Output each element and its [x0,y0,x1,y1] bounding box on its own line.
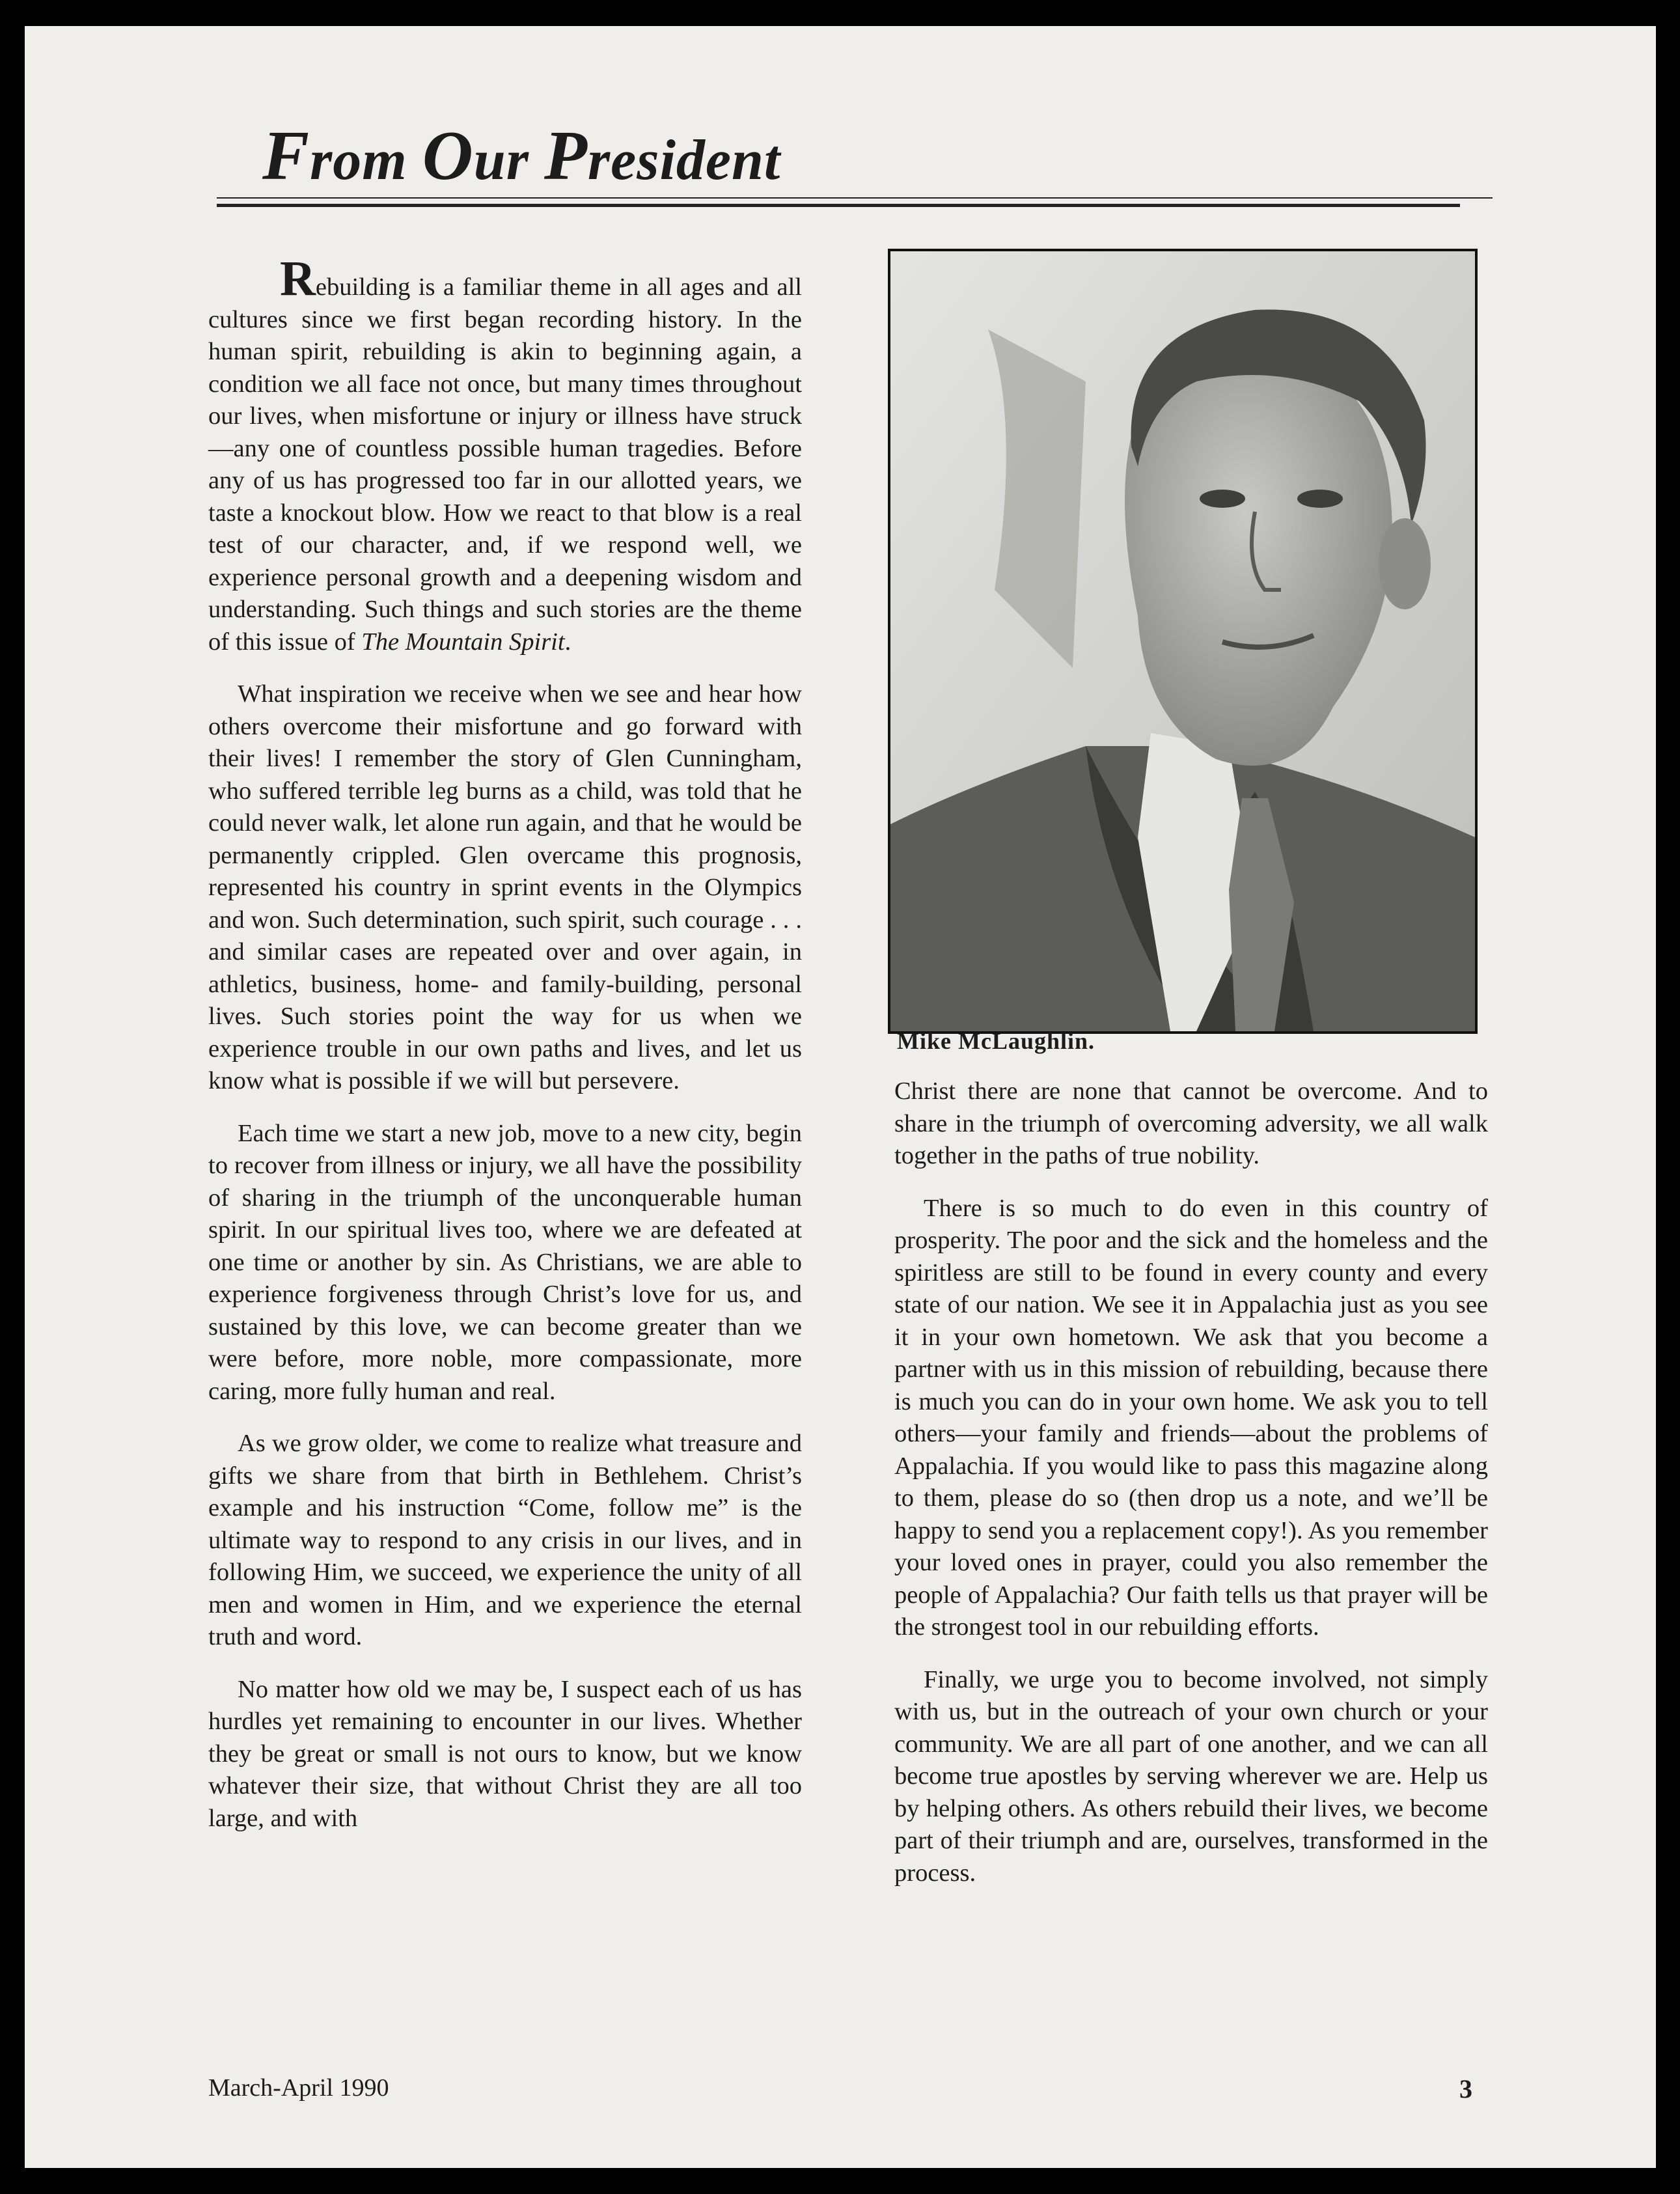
magazine-title: The Mountain Spirit [361,628,565,656]
photo-caption: Mike McLaughlin. [897,1028,1095,1054]
paragraph-4: As we grow older, we come to realize what treasure and gifts we share from that birth in Bethlehem. Christ’s example and his instruction “Come, follow me” is the ultimate way to respond to any crisis in our lives, and in following Him, we succeed, we experience the unity of all men and women in Him, and we experience the eternal truth and word. [208,1430,802,1650]
paragraph-1: Rebuilding is a familiar theme in all ages and all cultures since we first began recording history. In the human spirit, rebuilding is akin to beginning again, a condition we all face not once, but many times throughout our lives, when misfortune or injury or illness have struck—any one of countless possible human tragedies. Before any of us has progressed too far in our allotted years, we taste a knockout blow. How we react to that blow is a real test of our character, and, if we respond well, we experience personal growth and a deepening wisdom and understanding. Such things and such stories are the theme of this issue of The Mountain Spirit. [208,251,802,656]
portrait-image [890,251,1475,1031]
header-rule-thin [217,197,1493,199]
issue-date: March-April 1990 [208,2074,389,2102]
header-rule-thick [217,204,1460,207]
paragraph-2: What inspiration we receive when we see and hear how others overcome their misfortune and go forward with their lives! I remember the story of Glen Cunningham, who suffered terrible leg burns as a child, was told that he could never walk, let alone run again, and that he would be permanently crippled. Glen overcame this prognosis, represented his country in sprint events in the Olympics and won. Such determination, such spirit, such courage . . . and similar cases are repeated over and over again, in athletics, business, home- and family-building, personal lives. Such stories point the way for us when we experience trouble in our own paths and lives, and let us know what is possible if we will but persevere. [208,680,802,1094]
paragraph-7: There is so much to do even in this country of prosperity. The poor and the sick and the homeless and the spiritless are still to be found in every county and every state of our nation. We see it in Appalachia just as you see it in your own hometown. We ask that you become a partner with us in this mission of rebuilding, because there is much you can do in your own home. We ask you to tell others—your family and friends—about the problems of Appalachia. If you would like to pass this magazine along to them, please do so (then drop us a note, and we’ll be happy to send you a replacement copy!). As you remember your loved ones in prayer, could you also remember the people of Appalachia? Our faith tells us that prayer will be the strongest tool in our rebuilding efforts. [894,1194,1488,1641]
drop-cap: R [280,251,316,306]
portrait-photo [888,249,1478,1034]
paragraph-5: No matter how old we may be, I suspect each of us has hurdles yet remaining to encounter in our lives. Whether they be great or small is not ours to know, but we know whatever their size, that without Christ they are all too large, and with [208,1675,802,1832]
left-column [208,251,802,1855]
magazine-page [25,26,1656,2168]
paragraph-3: Each time we start a new job, move to a new city, begin to recover from illness or injury, we all have the possibility of sharing in the triumph of the unconquerable human spirit. In our spiritual lives too, where we are defeated at one time or another by sin. As Christians, we are able to experience forgiveness through Christ’s love for us, and sustained by this love, we can become greater than we were before, more noble, more compassionate, more caring, more fully human and real. [208,1119,802,1405]
paragraph-6: Christ there are none that cannot be overcome. And to share in the triumph of overcoming adversity, we all walk together in the paths of true nobility. [894,1077,1488,1169]
page-title: From Our President [262,117,781,195]
page-number: 3 [1459,2074,1472,2104]
right-column [894,1076,1488,1909]
page-header [217,117,1493,207]
paragraph-8: Finally, we urge you to become involved, not simply with us, but in the outreach of your own church or your community. We are all part of one another, and we can all become true apostles by serving wherever we are. Help us by helping others. As others rebuild their lives, we become part of their triumph and are, ourselves, transformed in the process. [894,1665,1488,1887]
